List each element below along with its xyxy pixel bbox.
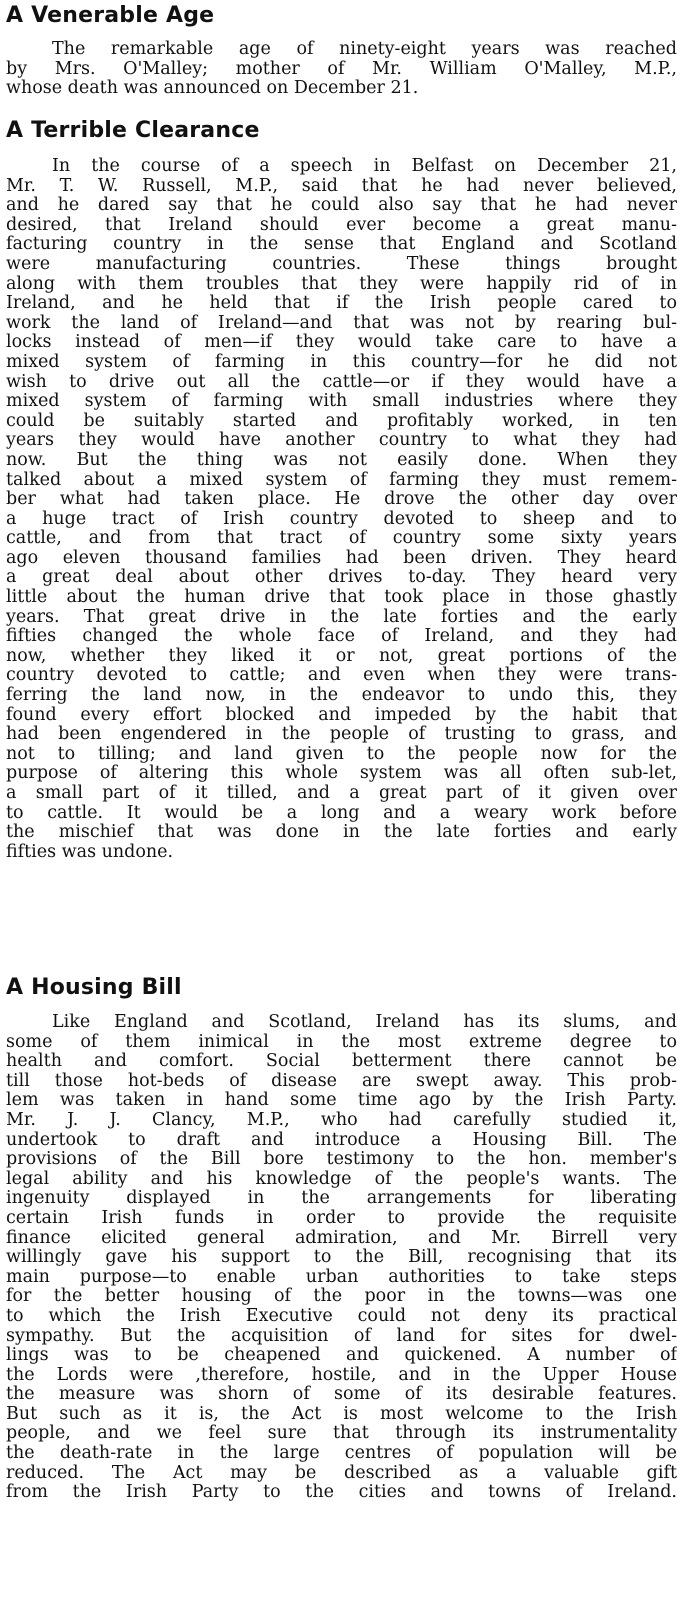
text-line: years they would have another country to what they had [6,431,677,451]
text-line: had been engendered in the people of trusting to grass, and [6,725,677,745]
paragraph-venerable-age [0,40,677,99]
text-line: wish to drive out all the cattle—or if they would have a [6,372,677,392]
text-line: fifties changed the whole face of Ireland, and they had [6,627,677,647]
text-line: could be suitably started and profitably worked, in ten [6,411,677,431]
text-line: legal ability and his knowledge of the people's wants. The [6,1169,677,1189]
text-line: facturing country in the sense that England and Scotland [6,235,677,255]
text-line: lings was to be cheapened and quickened. A number of [6,1346,677,1366]
text-line: the Lords were ,therefore, hostile, and in the Upper House [6,1365,677,1385]
text-line: to which the Irish Executive could not deny its practical [6,1306,677,1326]
text-line: certain Irish funds in order to provide the requisite [6,1208,677,1228]
text-line: fifties was undone. [6,842,174,862]
section-heading-venerable-age: A Venerable Age [6,3,215,28]
text-line: till those hot-beds of disease are swept away. This prob- [6,1071,677,1091]
text-line: the mischief that was done in the late forties and early [6,823,677,843]
text-line: were manufacturing countries. These things brought [6,254,677,274]
text-line: provisions of the Bill bore testimony to the hon. member's [6,1150,677,1170]
text-line: a huge tract of Irish country devoted to sheep and to [6,509,677,529]
text-line: The remarkable age of ninety-eight years was reached [52,40,677,59]
text-line: But such as it is, the Act is most welcome to the Irish [6,1404,677,1424]
text-line: In the course of a speech in Belfast on December 21, [52,157,677,176]
text-line: reduced. The Act may be described as a valuable gift [6,1463,677,1483]
text-line: Ireland, and he held that if the Irish people cared to [6,294,677,314]
text-line: from the Irish Party to the cities and towns of Ireland. [6,1483,677,1503]
text-line: Mr. J. J. Clancy, M.P., who had carefully studied it, [6,1110,677,1130]
text-line: whose death was announced on December 21. [6,79,419,99]
text-line: talked about a mixed system of farming they must remem- [6,470,677,490]
text-line: ferring the land now, in the endeavor to undo this, they [6,686,677,706]
text-line: willingly gave his support to the Bill, recognising that its [6,1248,677,1268]
section-heading-housing-bill: A Housing Bill [6,975,182,1000]
text-line: desired, that Ireland should ever become a great manu- [6,215,677,235]
text-line: lem was taken in hand some time ago by the Irish Party. [6,1091,677,1111]
text-line: to cattle. It would be a long and a weary work before [6,803,677,823]
text-line: now, whether they liked it or not, great portions of the [6,646,677,666]
text-line: mixed system of farming with small industries where they [6,392,677,412]
text-line: Like England and Scotland, Ireland has its slums, and [52,1013,677,1032]
text-line: main purpose—to enable urban authorities to take steps [6,1267,677,1287]
text-line: years. That great drive in the late forties and the early [6,607,677,627]
text-line: by Mrs. O'Malley; mother of Mr. William O'Malley, M.P., [6,59,677,79]
text-line: Mr. T. W. Russell, M.P., said that he had never believed, [6,176,677,196]
text-line: little about the human drive that took place in those ghastly [6,588,677,608]
text-line: a small part of it tilled, and a great part of it given over [6,784,677,803]
text-line: and he dared say that he could also say that he had never [6,196,677,216]
text-line: sympathy. But the acquisition of land for sites for dwel- [6,1326,677,1346]
text-line: ingenuity displayed in the arrangements for liberating [6,1189,677,1209]
text-line: now. But the thing was not easily done. When they [6,450,677,470]
text-line: purpose of altering this whole system was all often sub-let, [6,764,677,784]
text-line: a great deal about other drives to-day. They heard very [6,568,677,588]
text-line: along with them troubles that they were happily rid of in [6,274,677,294]
text-line: for the better housing of the poor in the towns—was one [6,1287,677,1307]
text-line: people, and we feel sure that through its instrumentality [6,1424,677,1444]
text-line: found every effort blocked and impeded by the habit that [6,705,677,725]
text-line: health and comfort. Social betterment there cannot be [6,1052,677,1072]
section-heading-terrible-clearance: A Terrible Clearance [6,118,260,143]
text-line: country devoted to cattle; and even when they were trans- [6,666,677,686]
text-line: finance elicited general admiration, and Mr. Birrell very [6,1228,677,1248]
paragraph-terrible-clearance [0,157,677,862]
text-line: ago eleven thousand families had been driven. They heard [6,548,677,568]
text-line: undertook to draft and introduce a Housing Bill. The [6,1130,677,1150]
text-line: the measure was shorn of some of its desirable features. [6,1385,677,1405]
text-line: some of them inimical in the most extreme degree to [6,1032,677,1052]
text-line: cattle, and from that tract of country some sixty years [6,529,677,549]
paragraph-housing-bill [0,1013,677,1503]
text-line: not to tilling; and land given to the people now for the [6,744,677,764]
text-line: work the land of Ireland—and that was not by rearing bul- [6,313,677,333]
text-line: ber what had taken place. He drove the other day over [6,490,677,510]
text-line: mixed system of farming in this country—for he did not [6,352,677,372]
text-line: the death-rate in the large centres of population will be [6,1444,677,1464]
text-line: locks instead of men—if they would take care to have a [6,333,677,353]
